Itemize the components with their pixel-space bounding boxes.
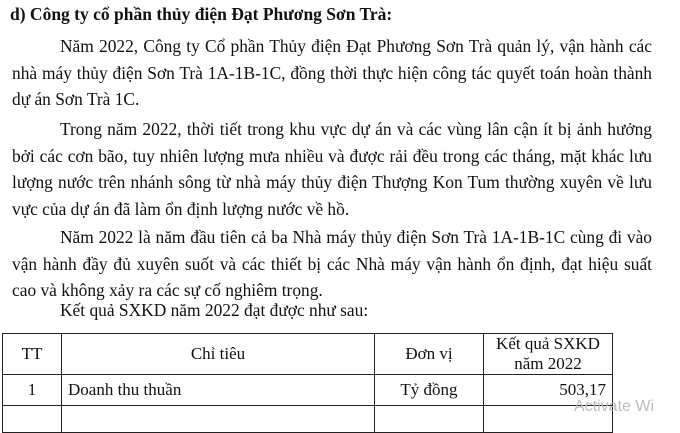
cell-empty xyxy=(62,406,375,433)
header-tt: TT xyxy=(3,334,62,375)
results-table xyxy=(2,333,613,433)
results-intro: Kết quả SXKD năm 2022 đạt được như sau: xyxy=(60,300,369,320)
cell-chi-tieu: Doanh thu thuần xyxy=(62,375,375,406)
header-chi-tieu: Chỉ tiêu xyxy=(62,334,375,375)
cell-tt: 1 xyxy=(3,375,62,406)
activate-windows-watermark: Activate Wi xyxy=(574,398,655,415)
table-row-partial xyxy=(3,406,613,433)
header-ket-qua-line1: Kết quả SXKD xyxy=(496,334,600,353)
paragraph-2: Trong năm 2022, thời tiết trong khu vực dự án và các vùng lân cận ít bị ảnh hưởng bởi các cơn bão, tuy nhiên lượng mưa nhiều và được rải đều trong các tháng, mặt khác lưu lượng nước trên nhánh sông từ nhà máy thủy điện Thượng Kon Tum thường xuyên về lưu vực của dự án đã làm ổn định lượng nước về hồ. xyxy=(12,119,652,219)
cell-empty xyxy=(375,406,484,433)
cell-empty xyxy=(3,406,62,433)
header-ket-qua-line2: năm 2022 xyxy=(514,354,582,373)
paragraph-1: Năm 2022, Công ty Cổ phần Thủy điện Đạt Phương Sơn Trà quản lý, vận hành các nhà máy thủy điện Sơn Trà 1A-1B-1C, đồng thời thực hiện công tác quyết toán hoàn thành dự án Sơn Trà 1C. xyxy=(12,36,652,109)
table-row xyxy=(3,375,613,406)
table-header-row xyxy=(3,334,613,375)
paragraph-3: Năm 2022 là năm đầu tiên cả ba Nhà máy thủy điện Sơn Trà 1A-1B-1C cùng đi vào vận hành đầy đủ xuyên suốt và các thiết bị các Nhà máy vận hành ổn định, đạt hiệu suất cao và không xảy ra các sự cố nghiêm trọng. xyxy=(12,227,652,300)
cell-don-vi: Tỷ đồng xyxy=(375,375,484,406)
section-heading: d) Công ty cổ phần thủy điện Đạt Phương Sơn Trà: xyxy=(10,4,393,24)
cell-ket-qua: 503,17 xyxy=(484,375,613,406)
header-ket-qua xyxy=(484,334,613,375)
header-don-vi: Đơn vị xyxy=(375,334,484,375)
